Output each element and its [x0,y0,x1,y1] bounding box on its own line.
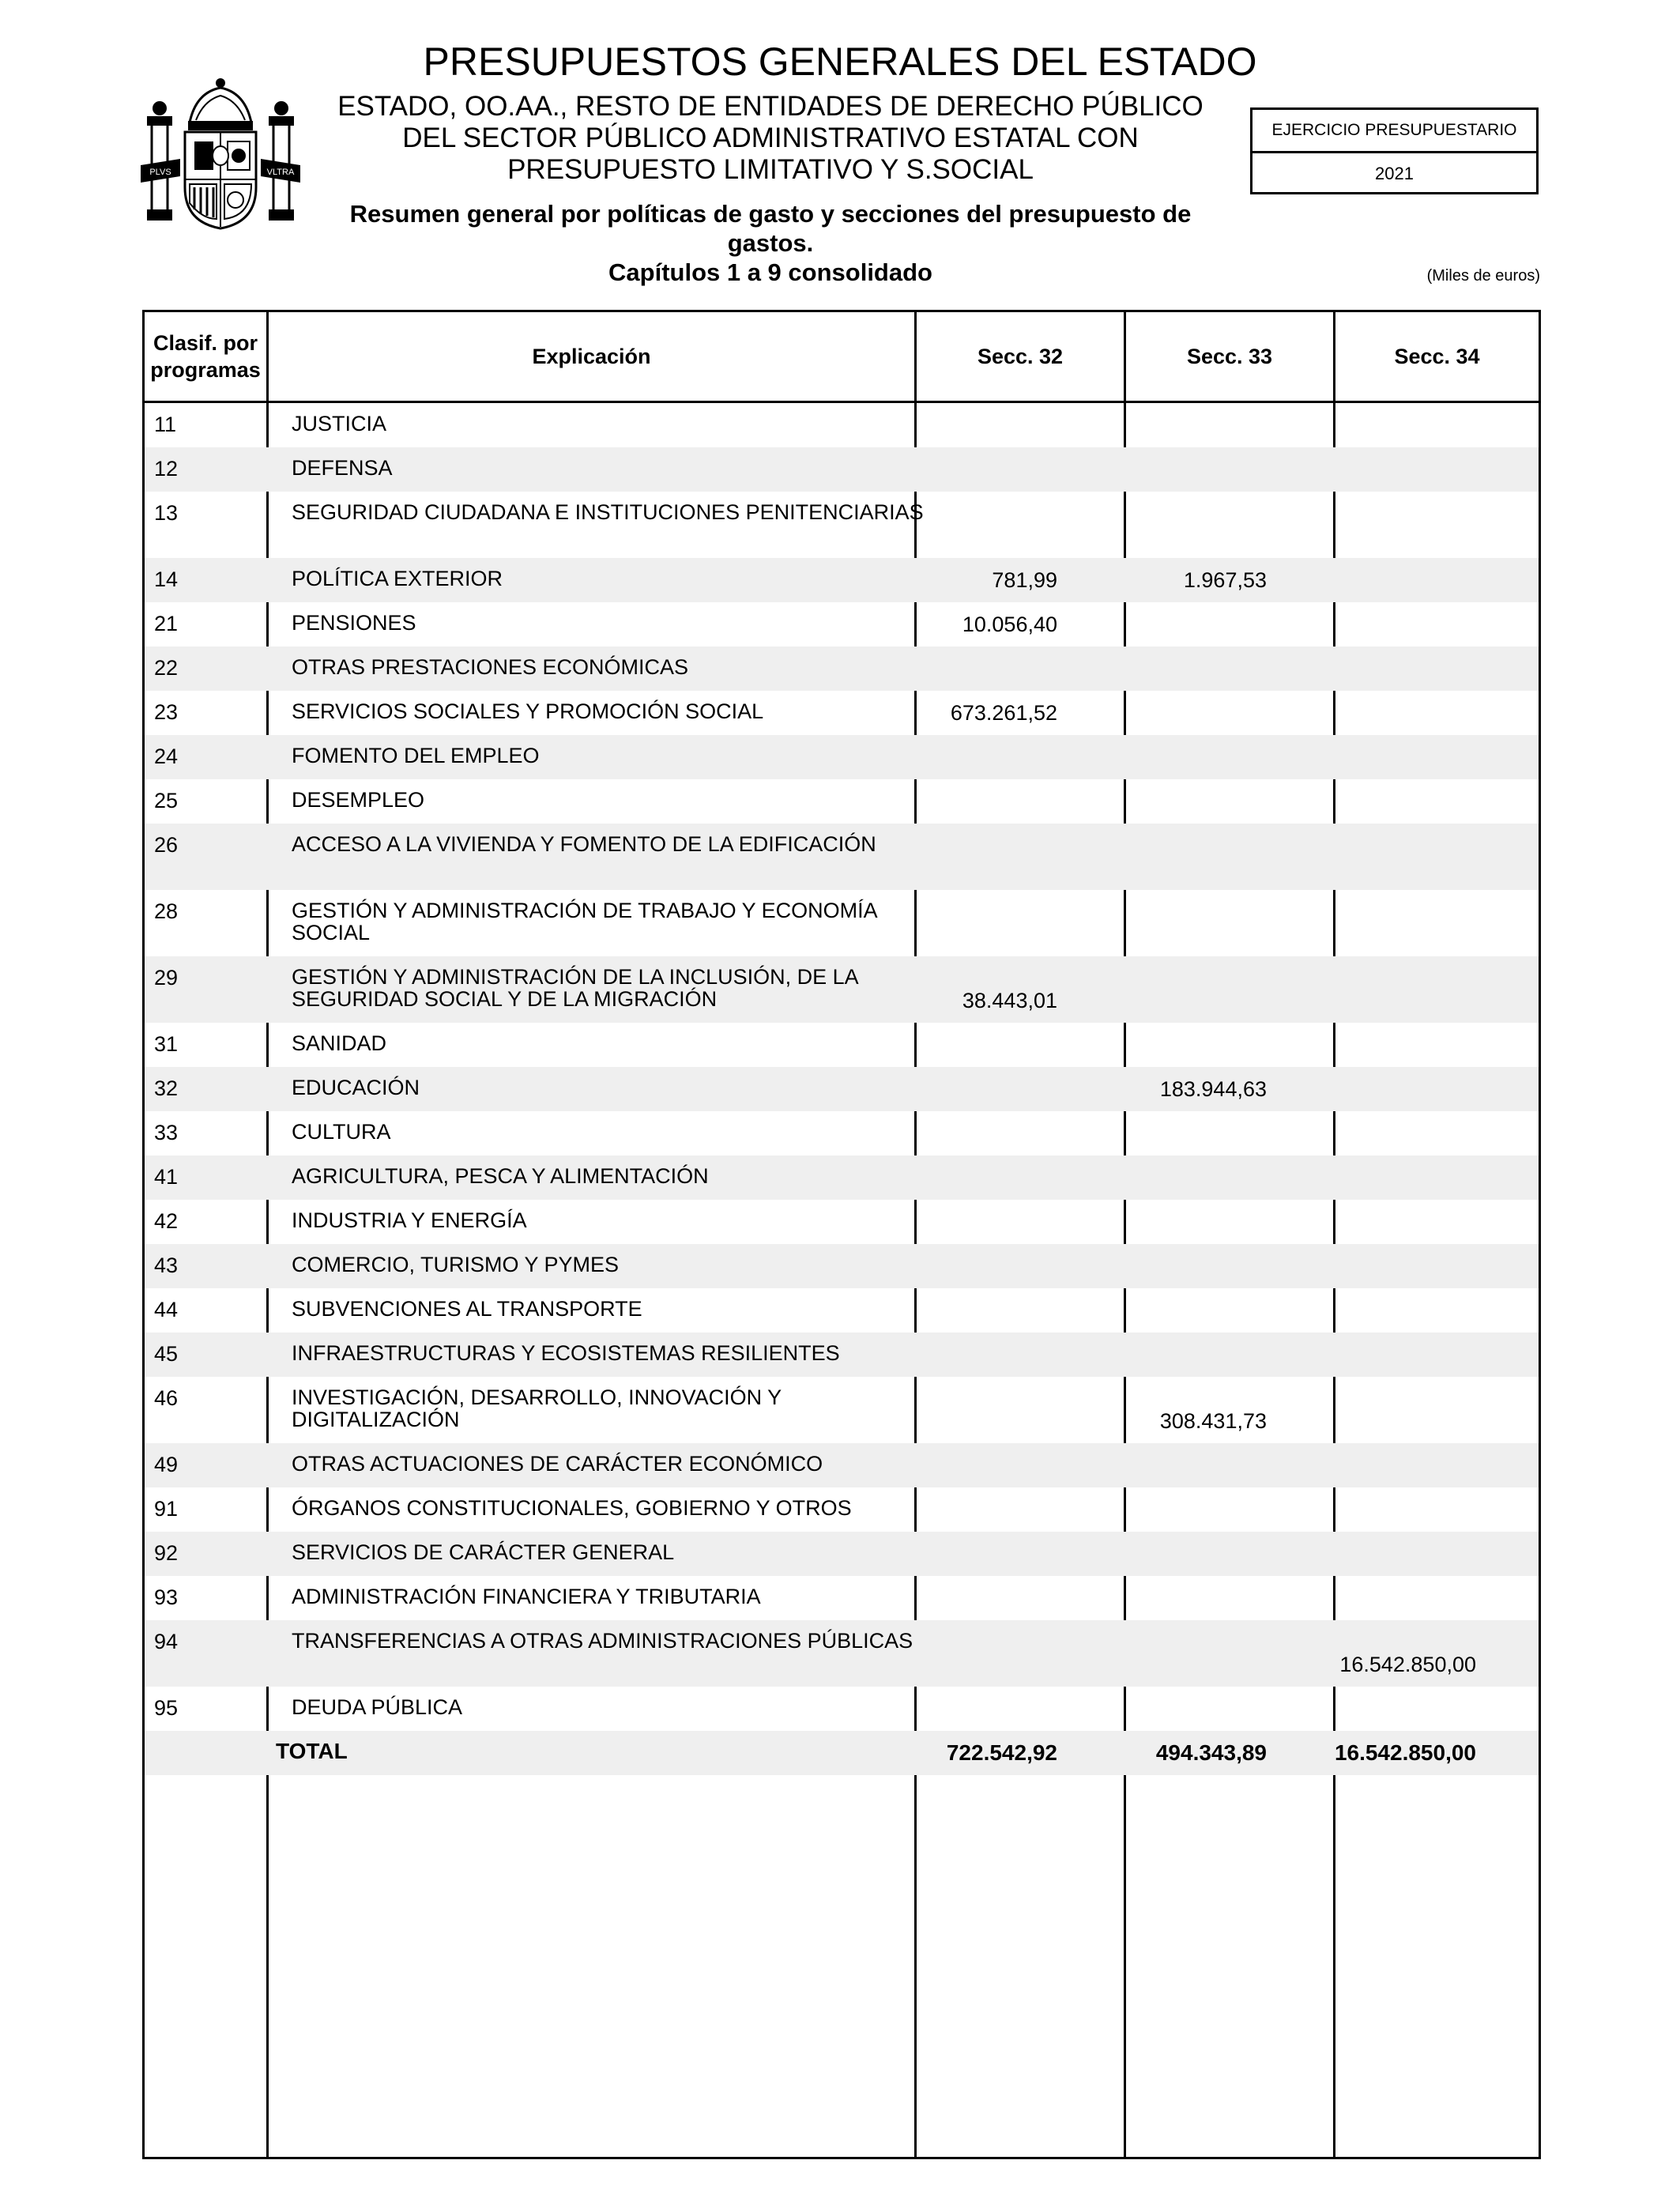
table-row [145,1155,1539,1200]
row-value-secc-32: 673.261,52 [950,701,1057,725]
row-code: 21 [154,612,179,635]
row-code: 91 [154,1497,179,1521]
row-value-secc-32: 10.056,40 [962,613,1057,636]
row-label: COMERCIO, TURISMO Y PYMES [292,1253,620,1276]
coat-of-arms-of-spain-icon [141,77,300,232]
row-code: 94 [154,1630,179,1653]
table-row [145,1487,1539,1532]
table-row [145,1532,1539,1576]
table-row [145,447,1539,492]
summary-heading [304,199,1237,287]
row-label: SEGURIDAD CIUDADANA E INSTITUCIONES PENITENCIARIAS [292,500,924,524]
row-label: ADMINISTRACIÓN FINANCIERA Y TRIBUTARIA [292,1585,761,1608]
total-label: TOTAL [276,1739,348,1763]
table-row [145,890,1539,956]
row-label: INVESTIGACIÓN, DESARROLLO, INNOVACIÓN Y DIGITALIZACIÓN [292,1385,782,1431]
fiscal-year-value: 2021 [1375,164,1414,183]
row-code: 26 [154,833,179,857]
row-code: 46 [154,1386,179,1410]
row-label: CULTURA [292,1120,391,1144]
table-row [145,1377,1539,1443]
row-label: GESTIÓN Y ADMINISTRACIÓN DE TRABAJO Y ECONOMÍA SOCIAL [292,899,877,944]
table-row [145,1067,1539,1111]
row-code: 23 [154,700,179,724]
column-header-secc-33: Secc. 33 [1186,345,1273,368]
table-row [145,558,1539,602]
summary-line: Resumen general por políticas de gasto y secciones del presupuesto de gastos. [349,200,1192,257]
row-value-secc-34: 16.542.850,00 [1339,1653,1476,1676]
row-code: 49 [154,1453,179,1476]
row-code: 44 [154,1298,179,1321]
row-code: 41 [154,1165,179,1189]
page-title: PRESUPUESTOS GENERALES DEL ESTADO [423,40,1257,84]
total-secc-34: 16.542.850,00 [1334,1740,1476,1765]
row-code: 22 [154,656,179,680]
row-label: ACCESO A LA VIVIENDA Y FOMENTO DE LA EDIFICACIÓN [292,832,876,856]
fiscal-year-label: EJERCICIO PRESUPUESTARIO [1252,110,1536,153]
row-label: OTRAS PRESTACIONES ECONÓMICAS [292,655,689,679]
row-value-secc-32: 781,99 [992,568,1057,592]
row-label: TRANSFERENCIAS A OTRAS ADMINISTRACIONES PÚBLICAS [292,1629,913,1653]
row-code: 24 [154,745,179,768]
row-code: 31 [154,1032,179,1056]
row-value-secc-33: 1.967,53 [1183,568,1267,592]
table-body [145,403,1539,1775]
motto-left: PLVS [149,168,171,177]
row-code: 14 [154,567,179,591]
table-row [145,1333,1539,1377]
row-label: GESTIÓN Y ADMINISTRACIÓN DE LA INCLUSIÓN, DE LA SEGURIDAD SOCIAL Y DE LA MIGRACIÓN [292,965,858,1011]
row-code: 45 [154,1342,179,1366]
table-row [145,956,1539,1023]
table-row [145,1288,1539,1333]
subtitle [304,91,1237,186]
table-row [145,1687,1539,1731]
row-label: OTRAS ACTUACIONES DE CARÁCTER ECONÓMICO [292,1452,823,1476]
table-row [145,735,1539,779]
budget-table [142,310,1541,2159]
row-label: INDUSTRIA Y ENERGÍA [292,1208,527,1232]
column-header-explicacion: Explicación [532,345,651,368]
row-label: SUBVENCIONES AL TRANSPORTE [292,1297,642,1321]
row-code: 29 [154,966,179,990]
table-row [145,1244,1539,1288]
row-label: AGRICULTURA, PESCA Y ALIMENTACIÓN [292,1164,709,1188]
row-label: JUSTICIA [292,412,387,435]
subtitle-line: ESTADO, OO.AA., RESTO DE ENTIDADES DE DERECHO PÚBLICO [337,91,1203,122]
table-row [145,647,1539,691]
row-label: DEFENSA [292,456,393,480]
row-label: FOMENTO DEL EMPLEO [292,744,540,767]
table-row [145,1576,1539,1620]
row-code: 33 [154,1121,179,1144]
row-label: PENSIONES [292,611,416,635]
row-code: 28 [154,899,179,923]
row-code: 32 [154,1076,179,1100]
column-header-secc-32: Secc. 32 [977,345,1064,368]
row-code: 92 [154,1541,179,1565]
table-row [145,403,1539,447]
table-row [145,691,1539,735]
row-label: DESEMPLEO [292,788,425,812]
column-header-secc-34: Secc. 34 [1394,345,1480,368]
column-header-clasif: Clasif. por programas [150,331,261,382]
row-label: INFRAESTRUCTURAS Y ECOSISTEMAS RESILIENTES [292,1341,840,1365]
row-value-secc-32: 38.443,01 [962,989,1057,1012]
fiscal-year-box [1250,107,1539,194]
table-row [145,779,1539,824]
row-code: 95 [154,1696,179,1720]
table-row [145,1200,1539,1244]
row-code: 93 [154,1585,179,1609]
table-row [145,492,1539,558]
motto-right: VLTRA [266,168,295,177]
subtitle-line: DEL SECTOR PÚBLICO ADMINISTRATIVO ESTATAL CON [402,123,1139,153]
table-row [145,1023,1539,1067]
units-note: (Miles de euros) [1426,267,1540,285]
row-label: SERVICIOS SOCIALES Y PROMOCIÓN SOCIAL [292,699,764,723]
total-row [145,1731,1539,1775]
row-label: DEUDA PÚBLICA [292,1695,463,1719]
summary-line: Capítulos 1 a 9 consolidado [608,258,932,286]
row-label: SERVICIOS DE CARÁCTER GENERAL [292,1540,675,1564]
row-label: SANIDAD [292,1031,387,1055]
row-value-secc-33: 183.944,63 [1159,1077,1267,1101]
table-row [145,1620,1539,1687]
row-code: 43 [154,1253,179,1277]
row-code: 25 [154,789,179,812]
table-row [145,824,1539,890]
row-value-secc-33: 308.431,73 [1159,1409,1267,1433]
row-label: POLÍTICA EXTERIOR [292,567,503,590]
total-secc-32: 722.542,92 [946,1740,1057,1765]
row-code: 11 [154,413,177,436]
row-code: 12 [154,457,179,481]
row-label: ÓRGANOS CONSTITUCIONALES, GOBIERNO Y OTROS [292,1496,852,1520]
row-code: 13 [154,501,179,525]
subtitle-line: PRESUPUESTO LIMITATIVO Y S.SOCIAL [507,154,1034,185]
table-row [145,1443,1539,1487]
row-label: EDUCACIÓN [292,1076,420,1099]
row-code: 42 [154,1209,179,1233]
table-row [145,1111,1539,1155]
table-row [145,602,1539,647]
total-secc-33: 494.343,89 [1155,1740,1267,1765]
